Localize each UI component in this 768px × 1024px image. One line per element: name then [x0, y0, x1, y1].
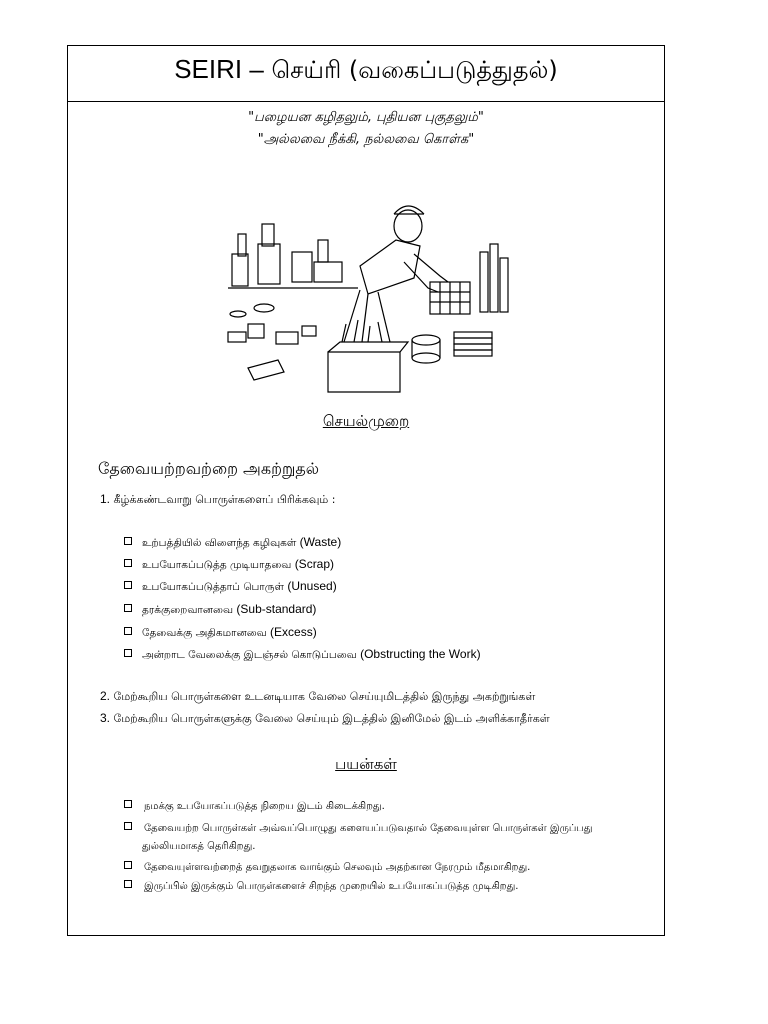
checkbox-bullet-icon: [124, 649, 132, 657]
title-tamil: செய்ரி (வகைப்படுத்துதல்): [271, 56, 558, 84]
step-text: கீழ்க்கண்டவாறு பொருள்களைப் பிரிக்கவும் :: [113, 493, 336, 506]
category-english: (Scrap): [294, 557, 335, 571]
benefit-text: தேவையற்ற பொருள்கள் அவ்வப்பொழுது களையப்படுவதால் தேவையுள்ள பொருள்கள் இருப்பது: [144, 823, 593, 834]
quote-line-2: "அல்லவை நீக்கி, நல்லவை கொள்க": [257, 132, 475, 147]
checkbox-bullet-icon: [124, 537, 132, 545]
benefit-item: [124, 861, 530, 874]
checkbox-bullet-icon: [124, 627, 132, 635]
checkbox-bullet-icon: [124, 800, 132, 808]
step-3: [100, 711, 550, 727]
section-title: தேவையற்றவற்றை அகற்றுதல்: [98, 459, 320, 478]
quote-line-1: "பழையன கழிதலும், புதியன புகுதலும்": [248, 110, 484, 125]
category-tamil: உபயோகப்படுத்த முடியாதவை: [142, 559, 292, 571]
category-english: (Sub-standard): [236, 602, 317, 616]
benefit-item: [124, 822, 592, 835]
page-title: [68, 54, 664, 87]
benefit-item: [124, 800, 385, 813]
procedure-heading: செயல்முறை: [322, 412, 410, 430]
category-item: [124, 602, 316, 617]
benefits-heading: பயன்கள்: [335, 755, 397, 773]
benefit-continuation: துல்லியமாகத் தெரிகிறது.: [142, 841, 256, 852]
category-item: [124, 535, 341, 550]
category-item: [124, 579, 337, 594]
step-text: மேற்கூறிய பொருள்களை உடனடியாக வேலை செய்யுமிடத்தில் இருந்து அகற்றுங்கள்: [113, 690, 536, 703]
category-english: (Unused): [287, 579, 337, 593]
step-2: [100, 689, 535, 705]
title-latin: SEIRI –: [174, 54, 264, 84]
category-english: (Obstructing the Work): [360, 647, 481, 661]
step-text: மேற்கூறிய பொருள்களுக்கு வேலை செய்யும் இடத்தில் இனிமேல் இடம் அளிக்காதீர்கள்: [113, 712, 550, 725]
benefit-text: நமக்கு உபயோகப்படுத்த நிறைய இடம் கிடைக்கிறது.: [144, 801, 385, 812]
worker-sorting-illustration: [218, 192, 518, 402]
category-tamil: தேவைக்கு அதிகமானவை: [142, 627, 267, 639]
step-1: [100, 492, 335, 508]
category-english: (Excess): [270, 625, 317, 639]
category-tamil: அன்றாட வேலைக்கு இடஞ்சல் கொடுப்பவை: [142, 649, 357, 661]
title-row: [68, 46, 664, 102]
checkbox-bullet-icon: [124, 581, 132, 589]
benefit-text: தேவையுள்ளவற்றைத் தவறுதலாக வாங்கும் செலவும் அதற்கான நேரமும் மீதமாகிறது.: [144, 862, 531, 873]
checkbox-bullet-icon: [124, 861, 132, 869]
category-item: [124, 557, 334, 572]
checkbox-bullet-icon: [124, 604, 132, 612]
category-tamil: உற்பத்தியில் விளைந்த கழிவுகள்: [142, 537, 297, 549]
checkbox-bullet-icon: [124, 822, 132, 830]
step-number: 1.: [100, 492, 111, 506]
checkbox-bullet-icon: [124, 880, 132, 888]
checkbox-bullet-icon: [124, 559, 132, 567]
category-english: (Waste): [299, 535, 342, 549]
step-number: 2.: [100, 689, 111, 703]
category-tamil: உபயோகப்படுத்தாப் பொருள்: [142, 581, 284, 593]
category-item: [124, 625, 317, 640]
step-number: 3.: [100, 711, 111, 725]
category-tamil: தரக்குறைவானவை: [142, 604, 234, 616]
category-item: [124, 647, 481, 662]
document-frame: [67, 45, 665, 936]
benefit-text: இருப்பில் இருக்கும் பொருள்களைச் சிறந்த முறையில் உபயோகப்படுத்த முடிகிறது.: [144, 881, 519, 892]
benefit-item: [124, 880, 518, 893]
